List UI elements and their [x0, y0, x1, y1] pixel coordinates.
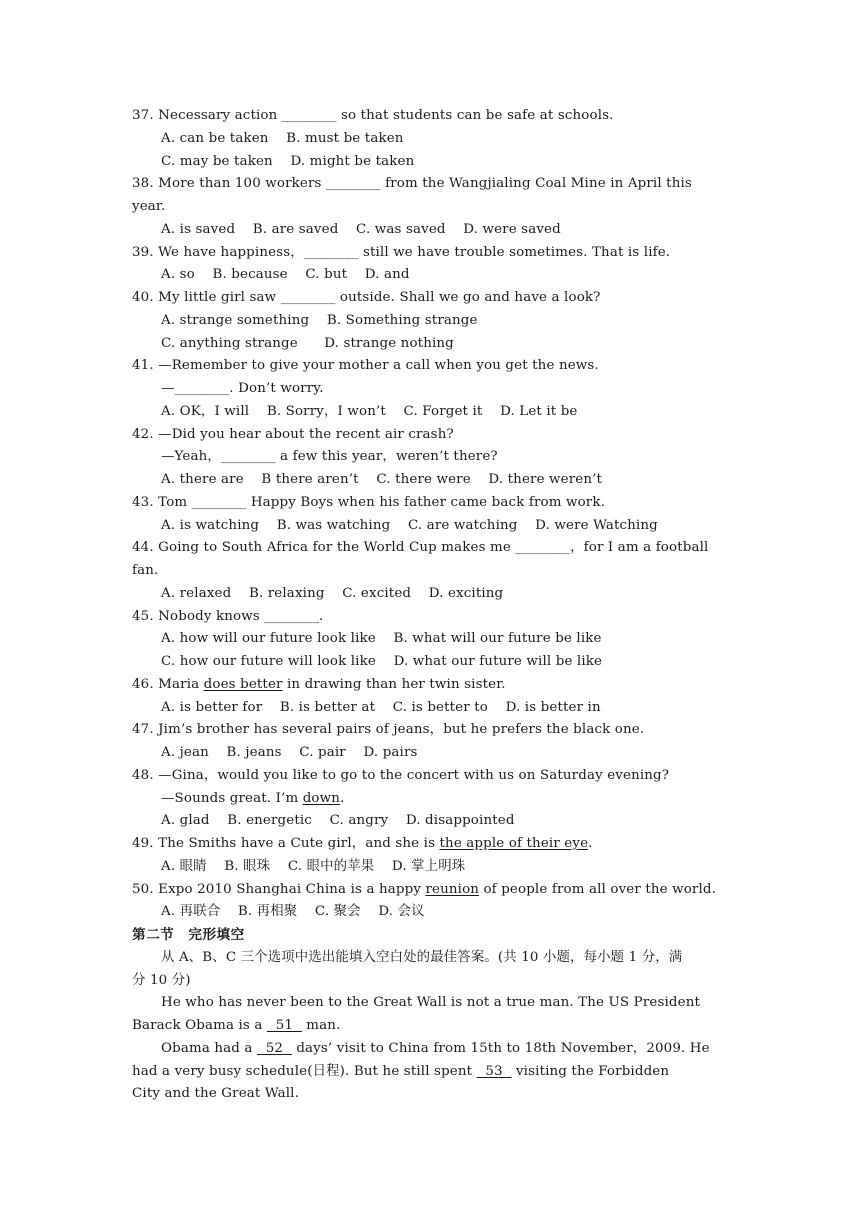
passage-p1-line2-pre: Barack Obama is a: [132, 1018, 267, 1033]
passage-p2-line2-post: visiting the Forbidden: [511, 1063, 670, 1079]
question-43-options: A. is watching B. was watching C. are watching D. were Watching: [161, 517, 658, 533]
question-44-stem: 44. Going to South Africa for the World Cup makes me ________，for I am a football: [132, 540, 709, 556]
question-42-stem: 42. —Did you hear about the recent air crash?: [132, 426, 454, 442]
question-45-options-2: C. how our future will look like D. what our future will be like: [161, 654, 603, 669]
passage-p2-line1-pre: Obama had a: [161, 1040, 257, 1056]
question-49-stem-post: .: [588, 836, 593, 851]
passage-p2-line1: [132, 1038, 737, 1061]
passage-p1-line2: [132, 1015, 737, 1038]
question-46-underlined: does better: [203, 676, 283, 692]
exam-content: [132, 105, 737, 1106]
question-45-stem: 45. Nobody knows ________.: [132, 608, 324, 624]
question-46-stem: [132, 674, 737, 697]
question-39-options: A. so B. because C. but D. and: [161, 267, 410, 283]
question-47-options: A. jean B. jeans C. pair D. pairs: [161, 745, 418, 760]
section-instruction-1: 从 A、B、C 三个选项中选出能填入空白处的最佳答案。(共 10 小题，每小题 1 分，满: [161, 949, 683, 965]
question-41-stem: 41. —Remember to give your mother a call when you get the news.: [132, 358, 599, 374]
question-44-options: A. relaxed B. relaxing C. excited D. exciting: [161, 585, 504, 601]
question-48-reply: [132, 788, 737, 811]
question-41-reply: —________. Don’t worry.: [161, 381, 324, 396]
question-48-reply-pre: —Sounds great. I’m: [161, 790, 303, 806]
question-50-underlined: reunion: [425, 881, 480, 897]
blank-51: 51: [266, 1018, 302, 1033]
blank-52: 52: [256, 1040, 292, 1056]
question-49-stem: [132, 833, 737, 856]
question-50-stem: [132, 879, 737, 902]
blank-53: 53: [476, 1063, 512, 1079]
question-50-stem-pre: 50. Expo 2010 Shanghai China is a happy: [132, 881, 426, 897]
passage-p2-line2-pre: had a very busy schedule(日程). But he still spent: [132, 1063, 477, 1079]
question-45-options-1: A. how will our future look like B. what will our future be like: [161, 631, 602, 647]
question-39-stem: 39. We have happiness，________ still we have trouble sometimes. That is life.: [132, 244, 671, 260]
question-42-reply: —Yeah，________ a few this year，weren’t there?: [161, 449, 498, 465]
question-50-options: A. 再联合 B. 再相聚 C. 聚会 D. 会议: [161, 904, 425, 920]
passage-p1-line2-post: man.: [301, 1018, 341, 1033]
question-50-stem-post: of people from all over the world.: [479, 881, 717, 897]
question-38-stem: 38. More than 100 workers ________ from the Wangjialing Coal Mine in April this: [132, 176, 692, 192]
question-49-underlined: the apple of their eye: [439, 836, 589, 851]
question-44-stem-cont: fan.: [132, 563, 159, 578]
question-48-stem: 48. —Gina，would you like to go to the concert with us on Saturday evening?: [132, 767, 670, 783]
question-49-stem-pre: 49. The Smiths have a Cute girl，and she is: [132, 836, 440, 851]
passage-p1-line1: He who has never been to the Great Wall is not a true man. The US President: [161, 995, 701, 1011]
question-48-underlined: down: [302, 790, 341, 806]
question-46-stem-pre: 46. Maria: [132, 676, 204, 692]
question-38-options: A. is saved B. are saved C. was saved D. were saved: [161, 221, 561, 237]
question-47-stem: 47. Jim’s brother has several pairs of jeans，but he prefers the black one.: [132, 722, 645, 738]
passage-p2-line2: [132, 1061, 737, 1084]
question-40-stem: 40. My little girl saw ________ outside. Shall we go and have a look?: [132, 290, 601, 305]
question-43-stem: 43. Tom ________ Happy Boys when his father came back from work.: [132, 494, 606, 510]
question-48-options: A. glad B. energetic C. angry D. disappointed: [161, 813, 515, 829]
question-49-options: A. 眼睛 B. 眼珠 C. 眼中的苹果 D. 掌上明珠: [161, 858, 466, 874]
section-title: 第二节 完形填空: [132, 927, 245, 943]
section-instruction-2: 分 10 分): [132, 972, 191, 988]
question-46-stem-post: in drawing than her twin sister.: [282, 676, 506, 692]
question-40-options-2: C. anything strange D. strange nothing: [161, 335, 454, 351]
question-38-stem-cont: year.: [132, 199, 166, 214]
passage-p2-line3: City and the Great Wall.: [132, 1086, 300, 1102]
question-40-options-1: A. strange something B. Something strange: [161, 312, 478, 328]
question-37-options-2: C. may be taken D. might be taken: [161, 153, 415, 169]
question-41-options: A. OK，I will B. Sorry，I won’t C. Forget it D. Let it be: [161, 403, 578, 419]
question-48-reply-post: .: [340, 790, 345, 806]
question-46-options: A. is better for B. is better at C. is better to D. is better in: [161, 699, 601, 715]
question-37-options-1: A. can be taken B. must be taken: [161, 130, 404, 146]
question-42-options: A. there are B there aren’t C. there were D. there weren’t: [161, 472, 603, 487]
question-37-stem: 37. Necessary action ________ so that students can be safe at schools.: [132, 108, 614, 123]
passage-p2-line1-post: days’ visit to China from 15th to 18th November，2009. He: [291, 1040, 710, 1056]
